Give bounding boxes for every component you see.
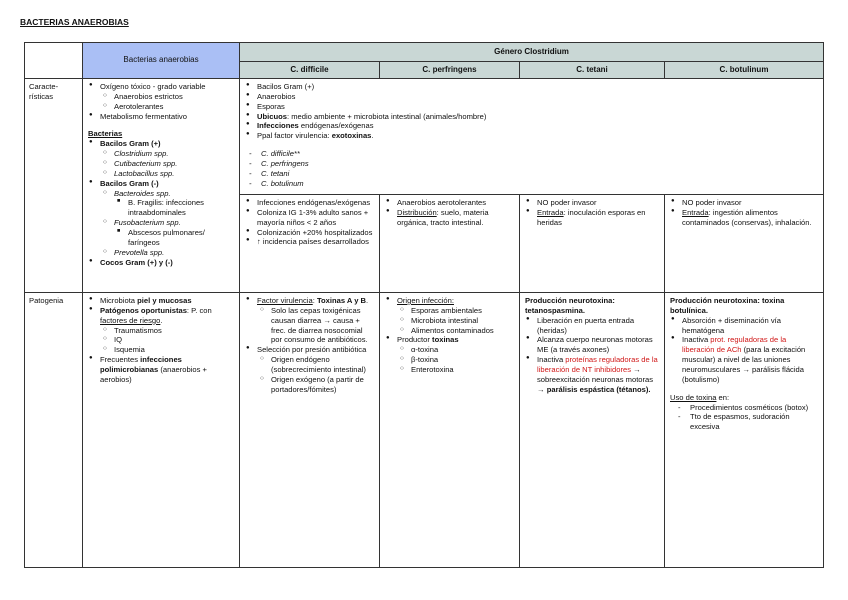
list-item: ● Alcanza cuerpo neuronas motoras ME (a través axones): [525, 335, 659, 355]
list-item: ○ Lactobacillus spp.: [102, 169, 234, 179]
perfringens-patogenia: [380, 293, 520, 568]
header-c-difficile: C. difficile: [240, 62, 380, 79]
header-c-tetani: C. tetani: [520, 62, 665, 79]
list-item: ● Oxígeno tóxico - grado variable: [88, 82, 234, 92]
list-item: ● Liberación en puerta entrada (heridas): [525, 316, 659, 336]
list-item: ○ β-toxina: [399, 355, 514, 365]
list-item: ○ Traumatismos: [102, 326, 234, 336]
tetani-neurotoxina-title: Producción neurotoxina: tetanospasmina.: [525, 296, 615, 315]
list-item: ○ Aerotolerantes: [102, 102, 234, 112]
list-item: ● Distribución: suelo, materia orgánica, tracto intestinal.: [385, 208, 514, 228]
header-genero: Género Clostridium: [240, 43, 824, 62]
list-item: ○ Origen endógeno (sobrecrecimiento intestinal): [259, 355, 374, 375]
list-item: ○ IQ: [102, 335, 234, 345]
list-item: ● Anaerobios aerotolerantes: [385, 198, 514, 208]
list-item: ○ Isquemia: [102, 345, 234, 355]
list-item: ○ α-toxina: [399, 345, 514, 355]
list-item: ■ B. Fragilis: infecciones intraabdominales: [116, 198, 234, 218]
list-item: ● Colonización +20% hospitalizados: [245, 228, 374, 238]
uso-toxina-heading: Uso de toxina en:: [670, 392, 730, 402]
tetani-caracteristicas: [520, 195, 665, 293]
list-item: - C. difficile**: [249, 149, 818, 159]
botulinum-patogenia: [665, 293, 824, 568]
list-item: ● Ppal factor virulencia: exotoxinas.: [245, 131, 818, 141]
list-item: ● Patógenos oportunistas: P. con factores de riesgo.: [88, 306, 234, 326]
list-item: ● Infecciones endógenas/exógenas: [245, 198, 374, 208]
botulinum-caracteristicas: [665, 195, 824, 293]
genus-caracteristicas: [240, 79, 824, 195]
list-item: ○ Anaerobios estrictos: [102, 92, 234, 102]
list-item: ● Absorción + diseminación vía hematógena: [670, 316, 818, 336]
bacterias-heading: Bacterias: [88, 129, 123, 139]
list-item: ● Bacilos Gram (+): [88, 139, 234, 149]
list-item: ● ↑ incidencia países desarrollados: [245, 237, 374, 247]
list-item: ● Coloniza IG 1-3% adulto sanos + mayoría niños < 2 años: [245, 208, 374, 228]
list-item: ● Factor virulencia: Toxinas A y B.: [245, 296, 374, 306]
list-item: ● Productor toxinas: [385, 335, 514, 345]
perfringens-caracteristicas: [380, 195, 520, 293]
anaerobias-patogenia: [83, 293, 240, 568]
header-anaerobias: Bacterias anaerobias: [83, 43, 240, 79]
list-item: ○ Prevotella spp.: [102, 248, 234, 258]
list-item: ● Esporas: [245, 102, 818, 112]
list-item: ○ Solo las cepas toxigénicas causan diarrea → causa + frec. de diarrea nosocomial por consumo de antibióticos.: [259, 306, 374, 345]
list-item: ● NO poder invasor: [670, 198, 818, 208]
list-item: ● NO poder invasor: [525, 198, 659, 208]
bacteria-table: [24, 42, 824, 568]
list-item: ● Bacilos Gram (+): [245, 82, 818, 92]
list-item: ○ Clostridium spp.: [102, 149, 234, 159]
botulinum-neurotoxina-title: Producción neurotoxina: toxina botulínica.: [670, 296, 785, 315]
list-item: ● Microbiota piel y mucosas: [88, 296, 234, 306]
list-item: ● Infecciones endógenas/exógenas: [245, 121, 818, 131]
list-item: ● Cocos Gram (+) y (-): [88, 258, 234, 268]
list-item: ● Inactiva prot. reguladoras de la liberación de ACh (para la excitación muscular) a nivel de las uniones neuromusculares → parálisis flácida (botulismo): [670, 335, 818, 384]
list-item: ○ Origen exógeno (a partir de portadores/fómites): [259, 375, 374, 395]
list-item: - Procedimientos cosméticos (botox): [678, 403, 818, 413]
list-item: ■ Abscesos pulmonares/ faríngeos: [116, 228, 234, 248]
list-item: ● Bacilos Gram (-): [88, 179, 234, 189]
header-c-perfringens: C. perfringens: [380, 62, 520, 79]
list-item: ● Anaerobios: [245, 92, 818, 102]
list-item: - Tto de espasmos, sudoración excesiva: [678, 412, 818, 432]
header-c-botulinum: C. botulinum: [665, 62, 824, 79]
list-item: ○ Fusobacterium spp.: [102, 218, 234, 228]
list-item: ● Ubicuos: medio ambiente + microbiota intestinal (animales/hombre): [245, 112, 818, 122]
list-item: ● Frecuentes infecciones polimicrobianas (anaerobios + aerobios): [88, 355, 234, 385]
list-item: ● Entrada: inoculación esporas en heridas: [525, 208, 659, 228]
list-item: - C. botulinum: [249, 179, 818, 189]
document-title: BACTERIAS ANAEROBIAS: [20, 17, 129, 27]
list-item: ○ Microbiota intestinal: [399, 316, 514, 326]
list-item: ○ Enterotoxina: [399, 365, 514, 375]
list-item: ● Entrada: ingestión alimentos contaminados (conservas), inhalación.: [670, 208, 818, 228]
list-item: - C. tetani: [249, 169, 818, 179]
list-item: ● Origen infección:: [385, 296, 514, 306]
row-label-caracteristicas: Caracte-rísticas: [25, 79, 83, 293]
tetani-patogenia: [520, 293, 665, 568]
list-item: ○ Alimentos contaminados: [399, 326, 514, 336]
corner-cell: [25, 43, 83, 79]
difficile-caracteristicas: [240, 195, 380, 293]
list-item: ○ Bacteroides spp.: [102, 189, 234, 199]
list-item: ○ Esporas ambientales: [399, 306, 514, 316]
difficile-patogenia: [240, 293, 380, 568]
list-item: ● Inactiva proteínas reguladoras de la liberación de NT inhibidores → sobreexcitación neuronas motoras → parálisis espástica (tétanos).: [525, 355, 659, 394]
list-item: ○ Cutibacterium spp.: [102, 159, 234, 169]
list-item: ● Metabolismo fermentativo: [88, 112, 234, 122]
list-item: - C. perfringens: [249, 159, 818, 169]
row-label-patogenia: Patogenia: [25, 293, 83, 568]
anaerobias-caracteristicas: [83, 79, 240, 293]
list-item: ● Selección por presión antibiótica: [245, 345, 374, 355]
